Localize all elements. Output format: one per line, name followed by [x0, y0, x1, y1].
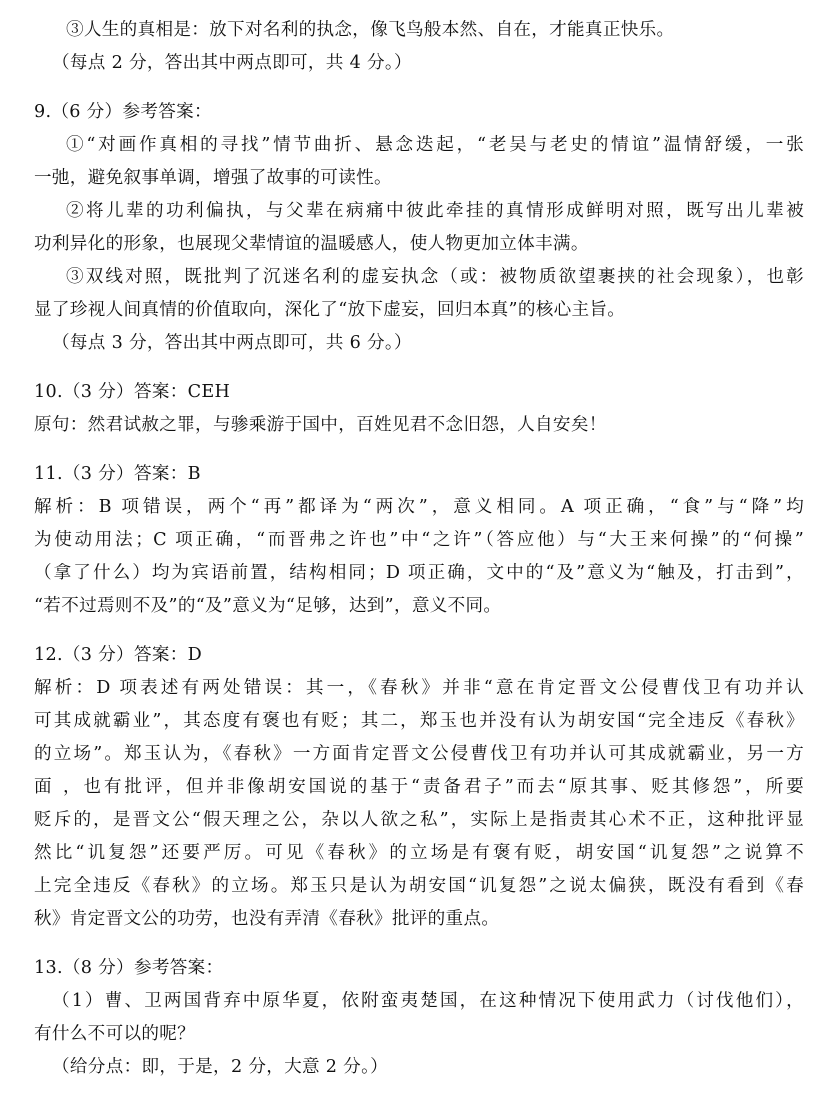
q10-header: 10.（3 分）答案：CEH — [34, 382, 231, 402]
q13-item-1-line-2: 有什么不可以的呢？ — [34, 1024, 196, 1044]
q9-scoring: （每点 3 分，答出其中两点即可，共 6 分。） — [52, 333, 412, 353]
spacer — [34, 936, 804, 952]
spacer — [34, 442, 804, 458]
q12-analysis-line-2: 可其成就霸业”，其态度有褒也有贬；其二，郑玉也并没有认为胡安国“完全违反《春秋》 — [34, 711, 804, 731]
q8-item-3: ③人生的真相是：放下对名利的执念，像飞鸟般本然、自在，才能真正快乐。 — [66, 20, 675, 40]
q8-scoring: （每点 2 分，答出其中两点即可，共 4 分。） — [52, 53, 412, 73]
q11-header: 11.（3 分）答案：B — [34, 464, 201, 484]
answer-key-page — [34, 14, 804, 1084]
q10-original-sentence: 原句：然君试赦之罪，与骖乘游于国中，百姓见君不念旧怨，人自安矣！ — [34, 415, 607, 435]
q12-analysis-line-8: 秋》肯定晋文公的功劳，也没有弄清《春秋》批评的重点。 — [34, 909, 500, 929]
q9-item-1-line-2: 一弛，避免叙事单调，增强了故事的可读性。 — [34, 168, 392, 188]
spacer — [34, 623, 804, 639]
q12-analysis-line-5: 贬斥的，是晋文公“假天理之公，杂以人欲之私”，实际上是指责其心术不正，这种批评显 — [34, 810, 804, 830]
q13-header: 13.（8 分）参考答案： — [34, 958, 224, 978]
q13-scoring: （给分点：即，于是，2 分，大意 2 分。） — [52, 1057, 389, 1077]
q9-item-1-line-1: ①“对画作真相的寻找”情节曲折、悬念迭起，“老吴与老史的情谊”温情舒缓，一张 — [66, 135, 804, 155]
q12-analysis-line-7: 上完全违反《春秋》的立场。郑玉只是认为胡安国“讥复怨”之说太偏狭，既没有看到《春 — [34, 876, 804, 896]
q12-header: 12.（3 分）答案：D — [34, 645, 203, 665]
q12-analysis-line-6: 然比“讥复怨”还要严厉。可见《春秋》的立场是有褒有贬，胡安国“讥复怨”之说算不 — [34, 843, 804, 863]
q9-item-3-line-2: 显了珍视人间真情的价值取向，深化了“放下虚妄，回归本真”的核心主旨。 — [34, 300, 626, 320]
q11-analysis-line-4: “若不过焉则不及”的“及”意义为“足够，达到”，意义不同。 — [34, 596, 502, 616]
q9-item-2-line-1: ②将儿辈的功利偏执，与父辈在病痛中彼此牵挂的真情形成鲜明对照，既写出儿辈被 — [66, 201, 804, 221]
q9-item-2-line-2: 功利异化的形象，也展现父辈情谊的温暖感人，使人物更加立体丰满。 — [34, 234, 589, 254]
q12-analysis-line-3: 的立场”。郑玉认为，《春秋》一方面肯定晋文公侵曹伐卫有功并认可其成就霸业，另一方 — [34, 744, 804, 764]
q11-analysis-line-1: 解析：B 项错误，两个“再”都译为“两次”，意义相同。A 项正确，“食”与“降”均 — [34, 497, 804, 517]
q11-analysis-line-3: （拿了什么）均为宾语前置，结构相同；D 项正确，文中的“及”意义为“触及，打击到”， — [34, 563, 804, 583]
spacer — [34, 80, 804, 96]
q12-analysis-line-1: 解析：D 项表述有两处错误：其一，《春秋》并非“意在肯定晋文公侵曹伐卫有功并认 — [34, 678, 804, 698]
q11-analysis-line-2: 为使动用法；C 项正确，“而晋弗之许也”中“之许”（答应他）与“大王来何操”的“何操” — [34, 530, 804, 550]
q9-item-3-line-1: ③双线对照，既批判了沉迷名利的虚妄执念（或：被物质欲望裹挟的社会现象），也彰 — [66, 267, 804, 287]
q12-analysis-line-4: 面 ，也有批评，但并非像胡安国说的基于“责备君子”而去“原其事、贬其修怨”，所要 — [34, 777, 804, 797]
spacer — [34, 360, 804, 376]
q9-header: 9.（6 分）参考答案： — [34, 102, 212, 122]
q13-item-1-line-1: （1）曹、卫两国背弃中原华夏，依附蛮夷楚国，在这种情况下使用武力（讨伐他们）， — [52, 991, 804, 1011]
